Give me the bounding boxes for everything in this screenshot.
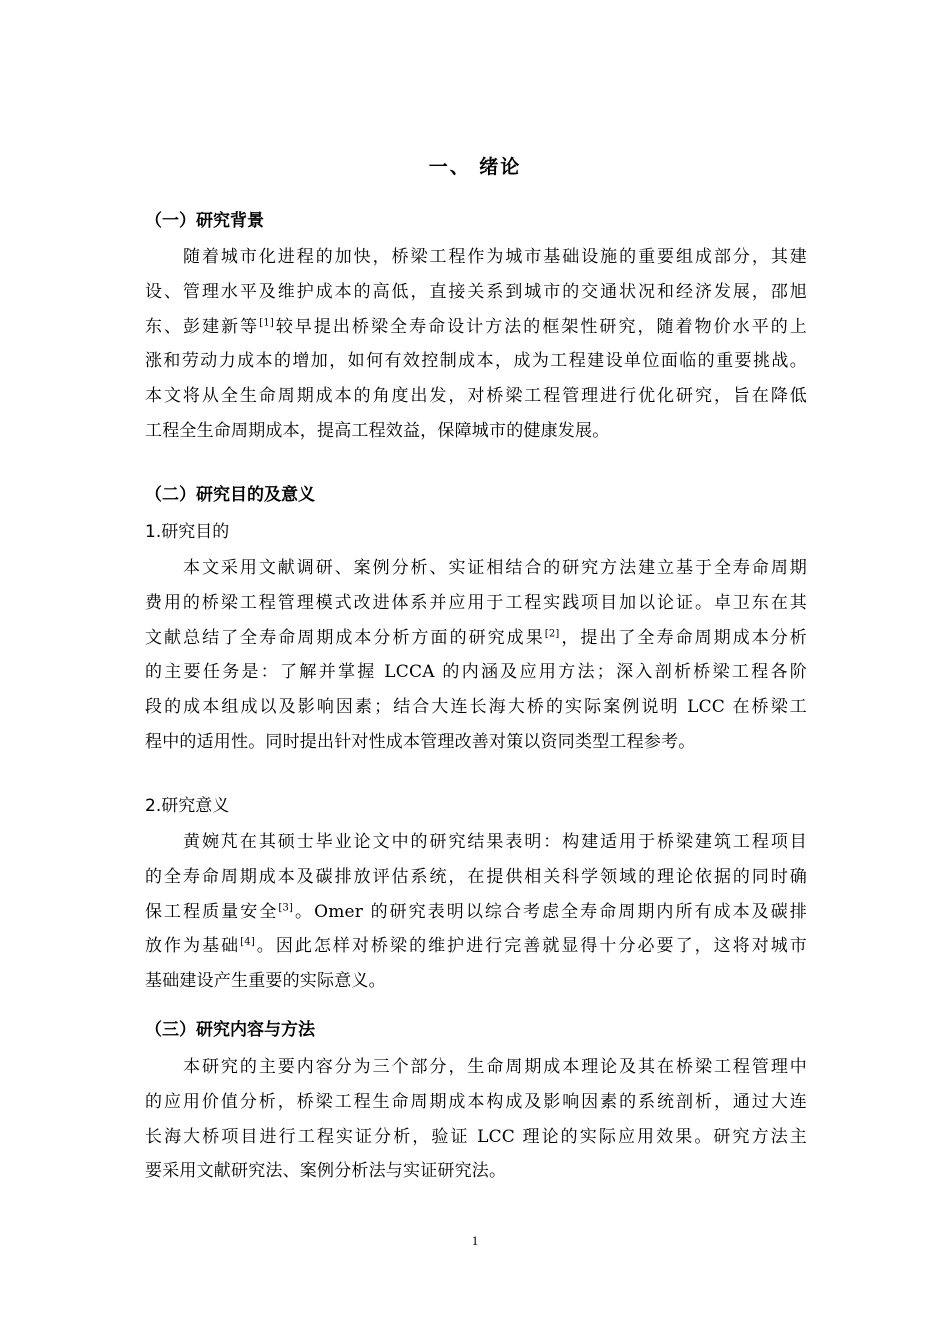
line-rest: 。Omer 的研究表明以综合考虑全寿命周期内所有成本及碳排 (293, 901, 807, 922)
paragraph-line: 黄婉芃在其硕士毕业论文中的研究结果表明：构建适用于桥梁建筑工程项目 (183, 832, 807, 852)
line-prefix: 文献总结了全寿命周期成本分析方面的研究成果 (145, 627, 545, 648)
paragraph-line: 涨和劳动力成本的增加，如何有效控制成本，成为工程建设单位面临的重要挑战。 (145, 351, 807, 372)
subsection-purpose (145, 517, 807, 547)
paragraph-line: 费用的桥梁工程管理模式改进体系并应用于工程实践项目加以论证。卓卫东在其 (145, 592, 807, 613)
significance-paragraph (145, 825, 807, 999)
paragraph-line: 本文将从全生命周期成本的角度出发，对桥梁工程管理进行优化研究，旨在降低 (145, 386, 807, 407)
citation-ref-1[interactable]: [1] (259, 316, 274, 328)
paragraph-line (145, 895, 807, 930)
section-purpose-significance (145, 480, 807, 510)
paragraph-line (145, 929, 807, 964)
paragraph-line: 本文采用文献调研、案例分析、实证相结合的研究方法建立基于全寿命周期 (183, 558, 807, 578)
paragraph-line (145, 310, 807, 345)
section-heading-content-methods: （三）研究内容与方法 (145, 1020, 315, 1040)
paragraph-line: 基础建设产生重要的实际意义。 (145, 971, 386, 992)
paragraph-line: 要采用文献研究法、案例分析法与实证研究法。 (145, 1161, 507, 1182)
section-heading-background: （一）研究背景 (145, 211, 264, 231)
paragraph-line: 程中的适用性。同时提出针对性成本管理改善对策以资同类型工程参考。 (145, 731, 696, 752)
paragraph-line: 随着城市化进程的加快，桥梁工程作为城市基础设施的重要组成部分，其建 (183, 247, 807, 267)
subsection-heading-purpose: 1.研究目的 (145, 522, 230, 542)
paragraph-line: 工程全生命周期成本，提高工程效益，保障城市的健康发展。 (145, 420, 610, 441)
background-paragraph (145, 240, 807, 449)
line-rest: 。因此怎样对桥梁的维护进行完善就显得十分必要了，这将对城市 (254, 936, 807, 957)
chapter-title: 一、 绪论 (428, 156, 522, 178)
content-methods-paragraph (145, 1050, 807, 1189)
paragraph-line: 的主要任务是：了解并掌握 LCCA 的内涵及应用方法；深入剖析桥梁工程各阶 (145, 662, 807, 683)
section-heading-purpose-significance: （二）研究目的及意义 (145, 485, 315, 505)
citation-ref-2[interactable]: [2] (544, 627, 560, 639)
paragraph-line: 段的成本组成以及影响因素；结合大连长海大桥的实际案例说明 LCC 在桥梁工 (145, 697, 807, 718)
line-prefix: 东、彭建新等 (145, 316, 260, 337)
paragraph-line: 设、管理水平及维护成本的高低，直接关系到城市的交通状况和经济发展，邵旭 (145, 281, 807, 302)
section-background (145, 206, 807, 236)
line-rest: ，提出了全寿命周期成本分析 (559, 627, 807, 648)
section-content-methods (145, 1015, 807, 1045)
line-rest: 较早提出桥梁全寿命设计方法的框架性研究，随着物价水平的上 (273, 316, 807, 337)
paragraph-line: 的全寿命周期成本及碳排放评估系统，在提供相关科学领域的理论依据的同时确 (145, 866, 807, 887)
paragraph-line: 的应用价值分析，桥梁工程生命周期成本构成及影响因素的系统剖析，通过大连 (145, 1091, 807, 1112)
paragraph-line: 本研究的主要内容分为三个部分，生命周期成本理论及其在桥梁工程管理中 (183, 1057, 807, 1077)
paragraph-line: 长海大桥项目进行工程实证分析，验证 LCC 理论的实际应用效果。研究方法主 (145, 1126, 807, 1147)
line-prefix: 放作为基础 (145, 936, 241, 957)
subsection-significance (145, 791, 807, 821)
purpose-paragraph (145, 551, 807, 760)
citation-ref-4[interactable]: [4] (240, 936, 255, 948)
subsection-heading-significance: 2.研究意义 (145, 796, 230, 816)
line-prefix: 保工程质量安全 (145, 901, 279, 922)
citation-ref-3[interactable]: [3] (278, 901, 294, 913)
paragraph-line (145, 621, 807, 656)
page-number: 1 (471, 1233, 479, 1248)
